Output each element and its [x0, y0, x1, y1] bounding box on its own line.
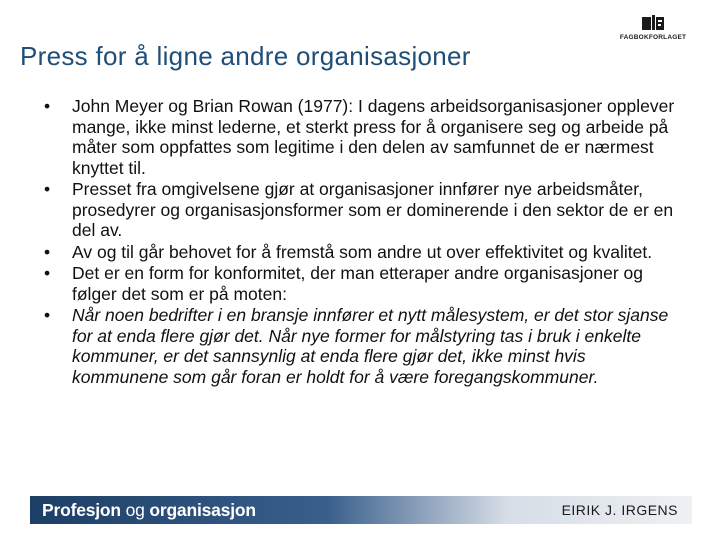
footer-title-word: Profesjon	[42, 500, 121, 520]
footer-banner	[30, 496, 692, 524]
footer-author: EIRIK J. IRGENS	[561, 502, 678, 518]
bullet-item	[44, 242, 684, 263]
bullet-marker: •	[44, 305, 51, 325]
bullet-marker: •	[44, 241, 51, 262]
bullet-item	[44, 305, 684, 387]
footer-title-word: og	[125, 500, 145, 520]
publisher-logo-text: FAGBOKFORLAGET	[619, 34, 687, 41]
bullet-marker: •	[44, 179, 51, 199]
bullet-text: John Meyer og Brian Rowan (1977): I dagens arbeidsorganisasjoner opplever mange, ikke minst lederne, et sterkt press for å organisere seg og arbeide på måter som oppfattes som legitime i den delen av samfunnet de er nærmest knyttet til.	[72, 96, 675, 178]
bullet-text: Av og til går behovet for å fremstå som andre ut over effektivitet og kvalitet.	[72, 241, 653, 262]
publisher-logo	[620, 14, 686, 48]
book-logo-icon	[640, 14, 666, 32]
slide-title: Press for å ligne andre organisasjoner	[20, 41, 471, 71]
footer-book-title	[42, 500, 256, 521]
bullet-marker: •	[44, 96, 51, 116]
bullet-item	[44, 179, 684, 241]
footer-title-word: organisasjon	[149, 500, 256, 520]
bullet-text: Presset fra omgivelsene gjør at organisasjoner innfører nye arbeidsmåter, prosedyrer og organisasjonsformer som er dominerende i den sektor de er en del av.	[72, 179, 674, 240]
bullet-text: Det er en form for konformitet, der man etteraper andre organisasjoner og følger det som er på moten:	[72, 263, 643, 304]
bullet-item	[44, 96, 684, 178]
bullet-list	[44, 96, 684, 388]
bullet-marker: •	[44, 263, 51, 283]
bullet-item	[44, 263, 684, 304]
bullet-text: Når noen bedrifter i en bransje innfører et nytt målesystem, er det stor sjanse for at enda flere gjør det. Når nye former for målstyring tas i bruk i enkelte kommuner, er det sannsynlig at enda flere gjør det, ikke minst hvis kommunene som går foran er holdt for å være foregangskommuner.	[72, 305, 669, 387]
